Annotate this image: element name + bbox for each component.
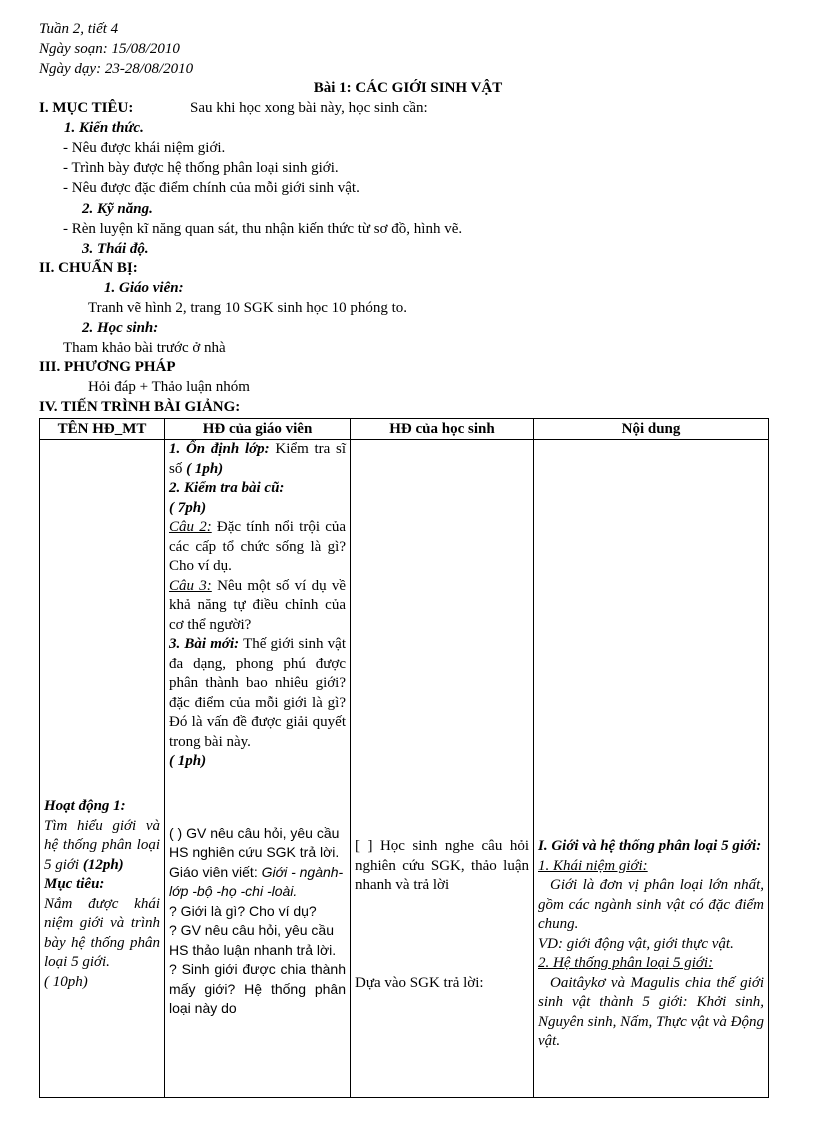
- content-cell: [534, 440, 769, 1098]
- skills-heading: 2. Kỹ năng.: [82, 201, 153, 217]
- step3-time: ( 1ph): [169, 753, 207, 769]
- step2-time: ( 7ph): [169, 499, 207, 516]
- teacher-cell: [165, 440, 351, 1098]
- student-answer: Dựa vào SGK trả lời:: [355, 974, 484, 991]
- student-cell: [351, 440, 534, 1098]
- section2-heading: II. CHUẨN BỊ:: [39, 260, 138, 276]
- prep-date: Ngày soạn: 15/08/2010: [39, 41, 180, 57]
- teacher-heading: 1. Giáo viên:: [104, 280, 184, 296]
- activity-time: (12ph): [82, 856, 124, 873]
- activity-text: Tìm hiểu giới và hệ thống phân loại 5 giới: [44, 817, 160, 873]
- content-heading: I. Giới và hệ thống phân loại 5 giới:: [538, 838, 762, 854]
- question3-label: Câu 3:: [169, 577, 212, 594]
- step1-text: Kiểm tra sĩ số: [169, 441, 347, 477]
- student-action: [ ] Học sinh nghe câu hỏi nghiên cứu SGK, thảo luận nhanh và trả lời: [355, 838, 529, 893]
- week-label: Tuần 2, tiết 4: [39, 21, 119, 37]
- teacher-question: ? Sinh giới được chia thành mấy giới? Hệ thống phân loại này do: [169, 961, 346, 1016]
- teacher-item: Tranh vẽ hình 2, trang 10 SGK sinh học 10 phóng to.: [88, 300, 408, 316]
- page-title: Bài 1: CÁC GIỚI SINH VẬT: [313, 80, 503, 96]
- col-header-teacher: HĐ của giáo viên: [165, 419, 351, 440]
- lesson-plan-table: [39, 418, 769, 1098]
- col-header-activity: TÊN HĐ_MT: [40, 419, 165, 440]
- knowledge-item: - Nêu được khái niệm giới.: [63, 140, 226, 156]
- table-row: [40, 440, 769, 1098]
- section1-intro: Sau khi học xong bài này, học sinh cần:: [190, 100, 428, 116]
- content-example: VD: giới động vật, giới thực vật.: [538, 935, 734, 952]
- section4-heading: IV. TIẾN TRÌNH BÀI GIẢNG:: [39, 399, 241, 415]
- knowledge-item: - Nêu được đặc điểm chính của mỗi giới sinh vật.: [63, 180, 360, 196]
- content-system: Oaitâykơ và Magulis chia thế giới sinh vật thành 5 giới: Khởi sinh, Nguyên sinh, Nấm, Thực vật và Động vật.: [538, 974, 764, 1049]
- col-header-content: Nội dung: [534, 419, 769, 440]
- table-header-row: [40, 419, 769, 440]
- question3-text: Nêu một số ví dụ về khả năng tự điều chỉnh của cơ thể người?: [169, 577, 347, 633]
- knowledge-item: - Trình bày được hệ thống phân loại sinh giới.: [63, 160, 339, 176]
- activity-cell: [40, 440, 165, 1098]
- step1-heading: 1. Ổn định lớp:: [169, 441, 270, 457]
- content-sub2: 2. Hệ thống phân loại 5 giới:: [538, 955, 714, 971]
- teacher-write-label: Giáo viên viết:: [169, 863, 258, 880]
- section3-item: Hỏi đáp + Thảo luận nhóm: [88, 379, 250, 395]
- question2-text: Đặc tính nổi trội của các cấp tổ chức sống là gì? Cho ví dụ.: [169, 519, 347, 574]
- goal-text: Nắm được khái niệm giới và trình bày hệ thống phân loại 5 giới.: [44, 895, 160, 970]
- col-header-student: HĐ của học sinh: [351, 419, 534, 440]
- content-sub1: 1. Khái niệm giới:: [538, 857, 648, 874]
- teacher-question: ? Giới là gì? Cho ví dụ?: [169, 902, 317, 919]
- section3-heading: III. PHƯƠNG PHÁP: [39, 359, 176, 375]
- teacher-action: ? GV nêu câu hỏi, yêu cầu HS thảo luận nhanh trả lời.: [169, 922, 337, 958]
- step3-heading: 3. Bài mới:: [169, 636, 240, 652]
- attitude-heading: 3. Thái độ.: [82, 241, 149, 257]
- content-definition: Giới là đơn vị phân loại lớn nhất, gồm các ngành sinh vật có đặc điểm chung.: [538, 877, 764, 932]
- skills-item: - Rèn luyện kĩ năng quan sát, thu nhận kiến thức từ sơ đồ, hình vẽ.: [63, 221, 463, 237]
- knowledge-heading: 1. Kiến thức.: [64, 120, 144, 136]
- teacher-action: ( ) GV nêu câu hỏi, yêu cầu HS nghiên cứu SGK trả lời.: [169, 824, 340, 860]
- step3-text: Thế giới sinh vật đa dạng, phong phú được phân thành bao nhiêu giới? đặc điểm của mỗi giới là gì? Đó là vấn đề được giải quyết trong bài này.: [169, 636, 346, 750]
- step1-time: ( 1ph): [186, 460, 224, 477]
- goal-time: ( 10ph): [44, 973, 88, 990]
- activity-heading: Hoạt động 1:: [44, 798, 126, 814]
- question2-label: Câu 2:: [169, 519, 212, 535]
- student-item: Tham khảo bài trước ở nhà: [63, 340, 226, 356]
- teacher-write-text: Giới - ngành-lớp -bộ -họ -chi -loài.: [169, 863, 344, 899]
- student-heading: 2. Học sinh:: [82, 320, 159, 336]
- teach-date: Ngày dạy: 23-28/08/2010: [39, 61, 194, 77]
- goal-heading: Mục tiêu:: [44, 876, 105, 892]
- section1-heading: I. MỤC TIÊU:: [39, 100, 134, 116]
- step2-heading: 2. Kiểm tra bài cũ:: [169, 480, 285, 496]
